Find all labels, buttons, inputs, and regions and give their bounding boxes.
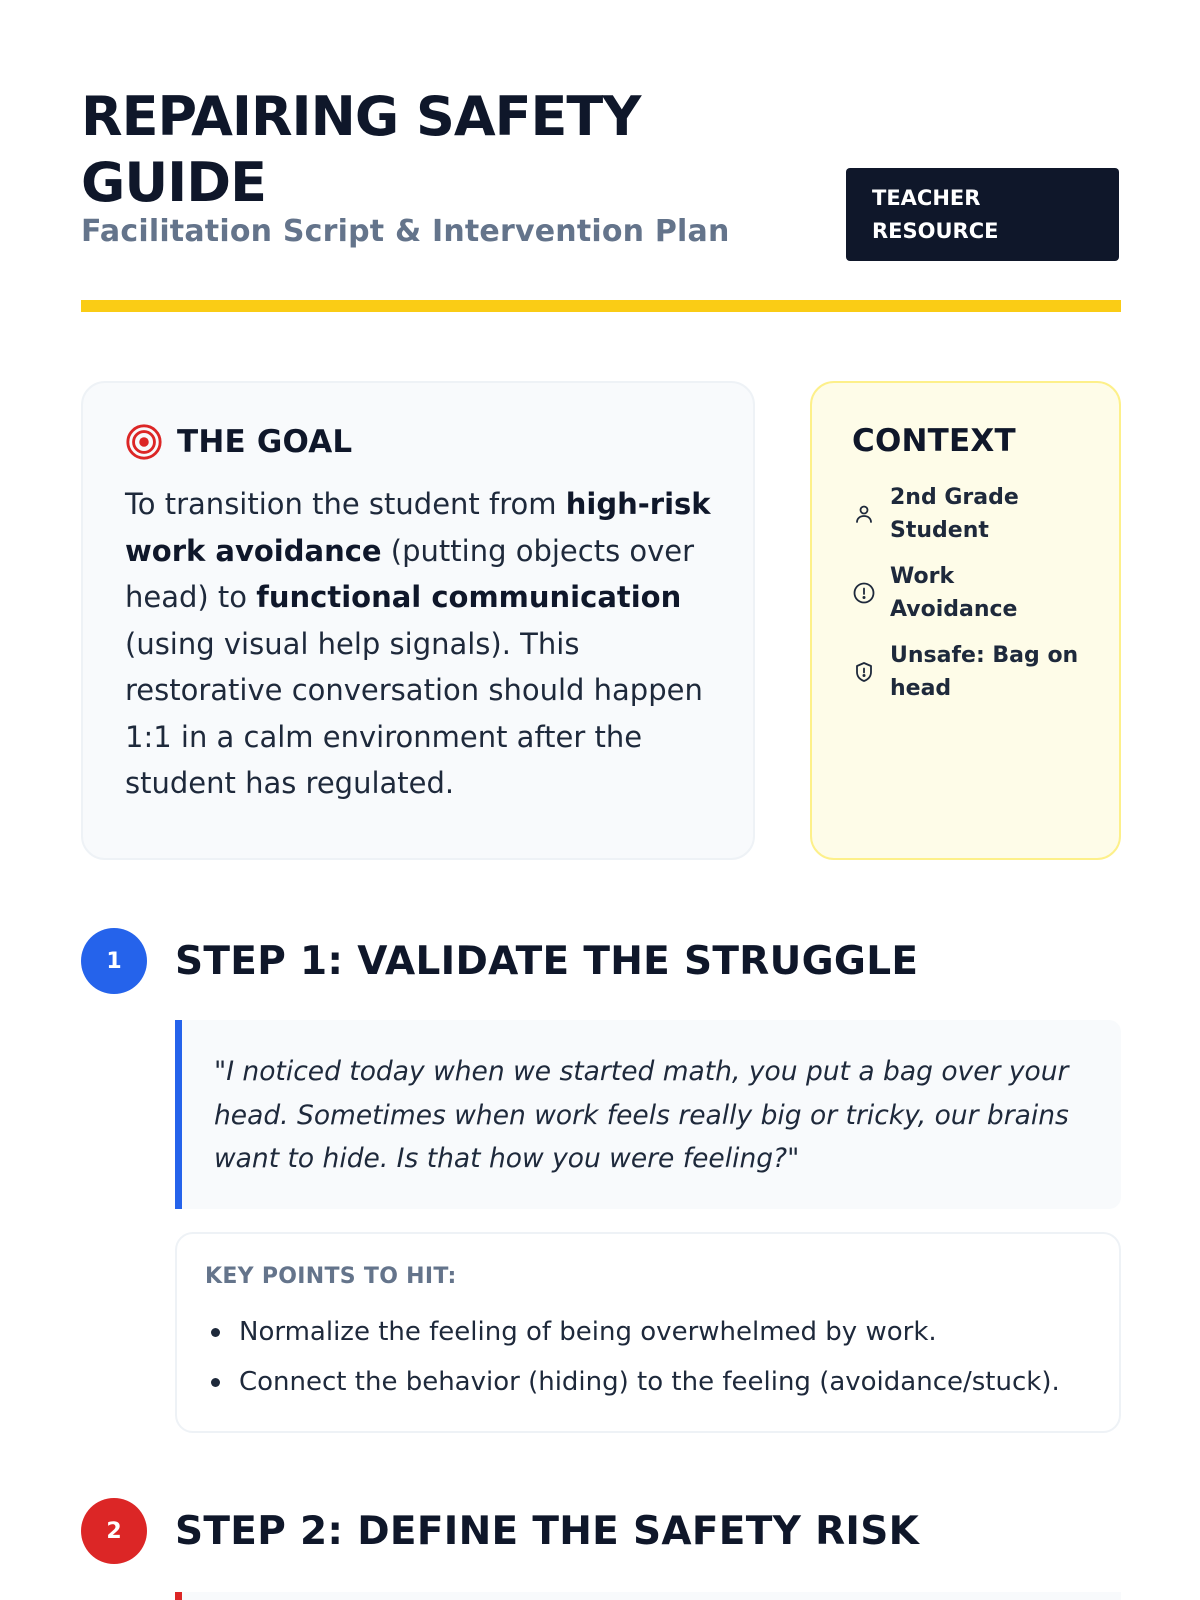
- goal-text-emphasis: high-risk work avoidance: [125, 487, 711, 568]
- step-1-script-quote: "I noticed today when we started math, you put a bag over your head. Sometimes when work feels really big or tricky, our brains want to hide. Is that how you were feeling?": [175, 1020, 1121, 1209]
- context-item-label: Work Avoidance: [890, 564, 1018, 622]
- step-2-number-badge: 2: [81, 1498, 147, 1564]
- key-points-label: KEY POINTS TO HIT:: [205, 1264, 457, 1289]
- step-2-header: [81, 1498, 919, 1564]
- page-title: REPAIRING SAFETY GUIDE: [81, 85, 641, 214]
- context-item-unsafe: [852, 639, 1079, 705]
- user-icon: [852, 502, 876, 526]
- page-header: [81, 84, 1119, 249]
- context-card: [810, 381, 1121, 860]
- list-item: Normalize the feeling of being overwhelmed by work.: [205, 1307, 1089, 1357]
- context-item-behavior: [852, 560, 1079, 626]
- goal-heading: THE GOAL: [177, 424, 353, 460]
- header-divider: [81, 300, 1121, 312]
- step-2-script-quote: [175, 1592, 1121, 1600]
- context-heading: CONTEXT: [852, 423, 1016, 459]
- step-1-key-points: [175, 1232, 1121, 1433]
- step-1-header: [81, 928, 918, 994]
- goal-card: [81, 381, 755, 860]
- teacher-resource-badge: TEACHER RESOURCE: [846, 168, 1119, 261]
- context-item-label: Unsafe: Bag on head: [890, 643, 1079, 701]
- goal-text: [125, 481, 711, 807]
- page-subtitle: Facilitation Script & Intervention Plan: [81, 214, 730, 249]
- goal-text-part: To transition the student from: [125, 487, 566, 521]
- context-list: [852, 481, 1079, 705]
- step-1-title: STEP 1: VALIDATE THE STRUGGLE: [175, 938, 919, 984]
- list-item: Connect the behavior (hiding) to the feeling (avoidance/stuck).: [205, 1357, 1089, 1407]
- key-points-list: [205, 1307, 1089, 1407]
- target-icon: [125, 423, 163, 461]
- goal-text-part: (putting objects over head) to: [125, 533, 695, 614]
- shield-alert-icon: [852, 660, 876, 684]
- step-2-title: STEP 2: DEFINE THE SAFETY RISK: [175, 1508, 920, 1554]
- goal-text-part: (using visual help signals). This restorative conversation should happen 1:1 in a calm environment after the student has regulated.: [125, 626, 703, 800]
- step-1-number-badge: 1: [81, 928, 147, 994]
- alert-circle-icon: [852, 581, 876, 605]
- context-item-grade: [852, 481, 1079, 547]
- context-item-label: 2nd Grade Student: [890, 485, 1019, 543]
- goal-text-emphasis: functional communication: [256, 580, 682, 614]
